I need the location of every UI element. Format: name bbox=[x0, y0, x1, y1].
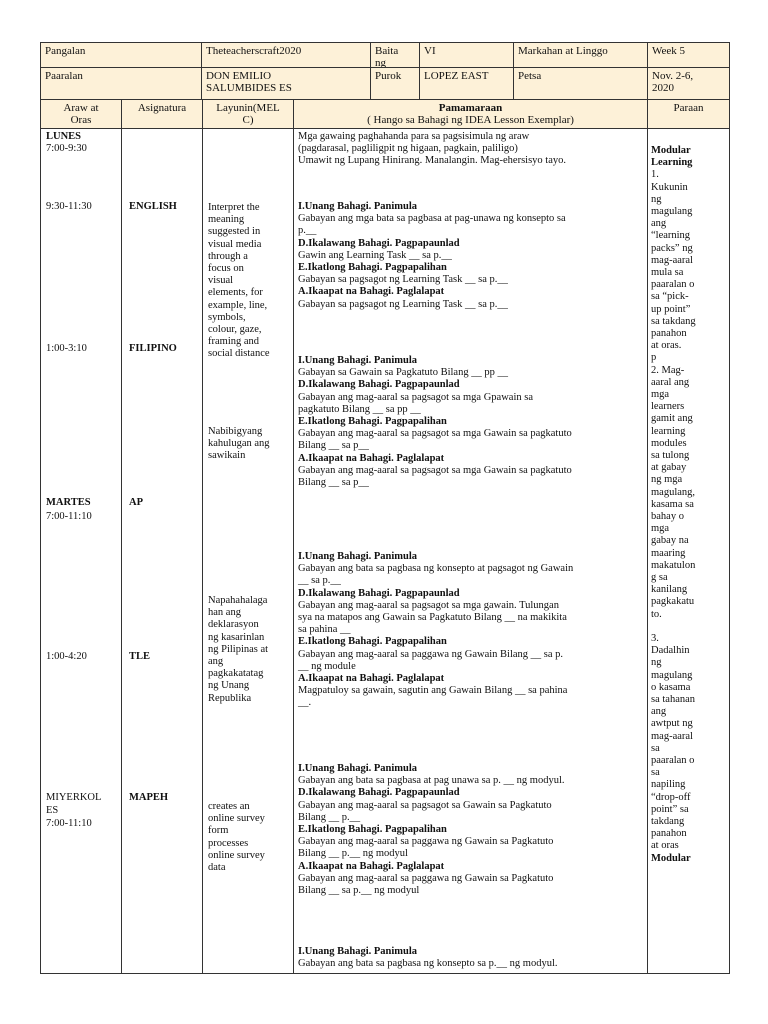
section-heading: D.Ikalawang Bahagi. Pagpapaunlad bbox=[298, 787, 460, 799]
section-heading: A.Ikaapat na Bahagi. Paglalapat bbox=[298, 452, 445, 464]
asignatura-column bbox=[121, 128, 203, 974]
layunin-line: creates an bbox=[208, 801, 250, 812]
purok-label: Purok bbox=[375, 70, 402, 82]
pamamaraan-header-title: Pamamaraan bbox=[438, 102, 503, 114]
layunin-line: visual media bbox=[208, 238, 262, 250]
layunin-line: pagkakatatag bbox=[208, 668, 264, 680]
section-line: Gawin ang Learning Task __ sa p.__ bbox=[298, 249, 452, 261]
section-line: Gabayan ang mag-aaral sa pagsagot sa Gawain sa Pagkatuto bbox=[298, 799, 552, 811]
intro-line: Mga gawaing paghahanda para sa pagsisimula ng araw bbox=[298, 131, 530, 142]
section-heading: D.Ikalawang Bahagi. Pagpapaunlad bbox=[298, 587, 460, 599]
araw-column bbox=[40, 128, 122, 974]
paraan-line: kasama sa bbox=[651, 498, 694, 510]
time-tle: 1:00-4:20 bbox=[46, 651, 87, 662]
section-line: Gabayan sa pagsagot ng Learning Task __ sa p.__ bbox=[298, 298, 508, 310]
section-heading: I.Unang Bahagi. Panimula bbox=[298, 763, 418, 774]
section-line: sya na matapos ang Gawain sa Pagkatuto Bilang __ na makikita bbox=[298, 612, 567, 623]
layunin-line: ang bbox=[208, 656, 224, 667]
day-miyerkoles-1: MIYERKOL bbox=[46, 792, 102, 803]
layunin-line: ng Unang bbox=[208, 680, 250, 692]
section-line: Gabayan ang mag-aaral sa pagsagot sa mga Gpawain sa bbox=[298, 391, 533, 403]
section-heading: D.Ikalawang Bahagi. Pagpapaunlad bbox=[298, 237, 460, 249]
paraan-line: maaring bbox=[651, 547, 686, 559]
layunin-line: example, line, bbox=[208, 299, 268, 311]
paaralan-label: Paaralan bbox=[45, 70, 83, 82]
layunin-line: online survey bbox=[208, 813, 265, 825]
paraan-line: to. bbox=[651, 608, 662, 620]
section-line: Gabayan sa pagsagot ng Learning Task __ sa p.__ bbox=[298, 274, 508, 286]
pangalan-label: Pangalan bbox=[45, 45, 86, 57]
layunin-line: suggested in bbox=[208, 226, 261, 238]
baitang-label-cell bbox=[370, 42, 420, 68]
section-heading: E.Ikatlong Bahagi. Pagpapalihan bbox=[298, 262, 447, 273]
pamamaraan-header-cell bbox=[293, 99, 648, 129]
subject-ap: AP bbox=[129, 497, 143, 508]
pangalan-value: Theteacherscraft2020 bbox=[206, 45, 302, 57]
section-line: __. bbox=[298, 697, 312, 709]
petsa-label: Petsa bbox=[518, 70, 542, 82]
paraan-line: at oras bbox=[651, 840, 679, 852]
baitang-label-2: ng bbox=[375, 57, 386, 68]
paraan-line: at gabay bbox=[651, 462, 687, 474]
layunin-line: form bbox=[208, 825, 229, 837]
paraan-line: learners bbox=[651, 401, 685, 413]
subject-mapeh: MAPEH bbox=[129, 792, 169, 803]
paraan-line: 1. bbox=[651, 169, 659, 181]
section-line: pagkatuto Bilang __ sa pp __ bbox=[298, 403, 421, 415]
layunin-line: kahulugan ang bbox=[208, 438, 270, 450]
paraan-line: sa bbox=[651, 767, 660, 779]
paraan-line: napiling bbox=[651, 779, 686, 791]
layunin-line: colour, gaze, bbox=[208, 324, 262, 335]
paraan-line: pagkakatu bbox=[651, 596, 695, 608]
subject-filipino: FILIPINO bbox=[129, 343, 177, 354]
paraan-line: o kasama bbox=[651, 681, 691, 693]
section-line: Bilang __ sa p__ bbox=[298, 440, 369, 452]
layunin-line: Interpret the bbox=[208, 202, 260, 213]
layunin-line: visual bbox=[208, 275, 234, 287]
section-line: Magpatuloy sa gawain, sagutin ang Gawain Bilang __ sa pahina bbox=[298, 685, 568, 697]
petsa-value-cell bbox=[647, 67, 730, 100]
section-line: Gabayan ang mag-aaral sa paggawa ng Gawain sa Pagkatuto bbox=[298, 836, 554, 848]
paraan-line: kanilang bbox=[651, 584, 688, 596]
day-lunes: LUNES bbox=[46, 131, 82, 142]
layunin-line: ng Pilipinas at bbox=[208, 643, 269, 655]
paraan-line: ng mga bbox=[651, 474, 683, 486]
section-line: Gabayan ang mag-aaral sa pagsagot sa mga Gawain sa pagkatuto bbox=[298, 464, 572, 476]
time-lunes: 7:00-9:30 bbox=[46, 143, 87, 154]
markahan-value: Week 5 bbox=[652, 45, 686, 57]
layunin-line: deklarasyon bbox=[208, 619, 259, 631]
petsa-label-cell bbox=[513, 67, 648, 100]
section-line: Gabayan ang mag-aaral sa pagsagot sa mga Gawain sa pagkatuto bbox=[298, 428, 572, 440]
layunin-line: online survey bbox=[208, 849, 265, 861]
paraan-line: takdang bbox=[651, 816, 685, 827]
paraan-line: magulang bbox=[651, 206, 693, 217]
section-heading: A.Ikaapat na Bahagi. Paglalapat bbox=[298, 286, 445, 298]
paraan-line: at oras. bbox=[651, 340, 682, 352]
paaralan-value-2: SALUMBIDES ES bbox=[206, 82, 292, 94]
layunin-line: sawikain bbox=[208, 450, 246, 462]
paraan-line: gabay na bbox=[651, 535, 689, 547]
paraan-line: mag-aaral bbox=[651, 254, 693, 266]
paraan-title: Modular bbox=[651, 852, 691, 864]
pangalan-value-cell bbox=[201, 42, 371, 68]
markahan-label: Markahan at Linggo bbox=[518, 45, 608, 57]
section-line: Gabayan ang bata sa pagbasa ng konsepto sa p.__ ng modyul. bbox=[298, 958, 558, 970]
paraan-line: 3. bbox=[651, 633, 659, 644]
purok-label-cell bbox=[370, 67, 420, 100]
layunin-line: han ang bbox=[208, 607, 241, 619]
section-line: Gabayan ang bata sa pagbasa ng konsepto at pagsagot ng Gawain bbox=[298, 563, 574, 575]
paraan-line: “learning bbox=[651, 230, 691, 242]
layunin-header-cell bbox=[202, 99, 294, 129]
paraan-line: point” sa bbox=[651, 803, 689, 815]
section-heading: I.Unang Bahagi. Panimula bbox=[298, 355, 418, 366]
paaralan-value-cell bbox=[201, 67, 371, 100]
paraan-line: Kukunin bbox=[651, 181, 688, 193]
section-heading: I.Unang Bahagi. Panimula bbox=[298, 551, 418, 562]
baitang-value-cell bbox=[419, 42, 514, 68]
section-heading: I.Unang Bahagi. Panimula bbox=[298, 946, 418, 957]
section-heading: D.Ikalawang Bahagi. Pagpapaunlad bbox=[298, 379, 460, 391]
layunin-line: Republika bbox=[208, 692, 252, 704]
paraan-line: Dadalhin bbox=[651, 645, 690, 657]
baitang-label-1: Baita bbox=[375, 45, 399, 57]
paraan-line: sa “pick- bbox=[651, 291, 689, 303]
layunin-line: through a bbox=[208, 250, 248, 262]
paraan-header-cell bbox=[647, 99, 730, 129]
paraan-line: modules bbox=[651, 437, 687, 449]
paraan-line: paaralan o bbox=[651, 755, 695, 766]
section-line: Bilang __ sa p.__ ng modyul bbox=[298, 885, 420, 896]
petsa-value-2: 2020 bbox=[652, 82, 674, 94]
section-line: Gabayan ang mag-aaral sa paggawa ng Gawain Bilang __ sa p. bbox=[298, 648, 564, 660]
paraan-line: gamit ang bbox=[651, 413, 693, 425]
section-heading: E.Ikatlong Bahagi. Pagpapalihan bbox=[298, 416, 447, 427]
time-martes: 7:00-11:10 bbox=[46, 511, 92, 522]
paraan-line: sa takdang bbox=[651, 315, 696, 327]
paraan-line: ang bbox=[651, 218, 667, 230]
araw-header-cell bbox=[40, 99, 122, 129]
paraan-line: 2. Mag- bbox=[651, 364, 685, 376]
section-line: __ sa p.__ bbox=[298, 575, 341, 587]
paraan-line: sa tulong bbox=[651, 450, 690, 461]
section-heading: E.Ikatlong Bahagi. Pagpapalihan bbox=[298, 636, 447, 648]
section-line: p.__ bbox=[298, 225, 317, 237]
section-line: Bilang __ p.__ bbox=[298, 811, 361, 823]
paraan-title: Modular bbox=[651, 145, 691, 156]
paraan-line: panahon bbox=[651, 828, 687, 840]
pangalan-label-cell bbox=[40, 42, 202, 68]
paraan-header: Paraan bbox=[673, 102, 704, 114]
time-english: 9:30-11:30 bbox=[46, 201, 92, 212]
layunin-line: elements, for bbox=[208, 287, 263, 299]
layunin-line: Napahahalaga bbox=[208, 595, 268, 606]
paraan-line: aaral ang bbox=[651, 376, 690, 388]
layunin-line: focus on bbox=[208, 263, 244, 274]
paraan-line: magulang, bbox=[651, 486, 696, 498]
section-line: Bilang __ sa p__ bbox=[298, 477, 369, 488]
layunin-header-2: C) bbox=[242, 114, 254, 126]
day-miyerkoles-2: ES bbox=[46, 805, 59, 816]
asignatura-header-cell bbox=[121, 99, 203, 129]
araw-header-2: Oras bbox=[70, 114, 92, 126]
section-line: __ ng module bbox=[298, 660, 356, 672]
time-miyerkoles: 7:00-11:10 bbox=[46, 818, 92, 829]
araw-header-1: Araw at bbox=[63, 102, 99, 114]
paraan-line: bahay o bbox=[651, 511, 684, 522]
paraan-line: sa tahanan bbox=[651, 694, 696, 705]
layunin-line: processes bbox=[208, 837, 249, 849]
layunin-line: ng kasarinlan bbox=[208, 631, 265, 643]
paraan-title: Learning bbox=[651, 157, 693, 169]
layunin-line: social distance bbox=[208, 348, 270, 360]
paraan-line: packs” ng bbox=[651, 242, 693, 254]
markahan-value-cell bbox=[647, 42, 730, 68]
section-line: Gabayan ang bata sa pagbasa at pag unawa sa p. __ ng modyul. bbox=[298, 775, 565, 787]
subject-english: ENGLISH bbox=[129, 201, 177, 212]
purok-value-cell bbox=[419, 67, 514, 100]
paraan-line: p bbox=[651, 352, 657, 364]
paaralan-value-1: DON EMILIO bbox=[206, 70, 272, 82]
layunin-line: framing and bbox=[208, 336, 260, 348]
section-heading: A.Ikaapat na Bahagi. Paglalapat bbox=[298, 860, 445, 872]
lesson-plan-page bbox=[40, 42, 730, 974]
paraan-line: awtput ng bbox=[651, 718, 693, 730]
paraan-line: mula sa bbox=[651, 267, 684, 278]
section-line: Gabayan ang mag-aaral sa pagsagot sa mga gawain. Tulungan bbox=[298, 599, 559, 611]
paraan-line: sa bbox=[651, 742, 660, 754]
section-line: Gabayan sa Gawain sa Pagkatuto Bilang __ pp __ bbox=[298, 367, 508, 379]
asignatura-header: Asignatura bbox=[137, 102, 187, 114]
paraan-line: “drop-off bbox=[651, 791, 691, 803]
paraan-line: magulang bbox=[651, 669, 693, 681]
intro-line: (pagdarasal, pagliligpit ng higaan, pagkain, paliligo) bbox=[298, 143, 518, 155]
purok-value: LOPEZ EAST bbox=[424, 70, 489, 82]
section-heading: A.Ikaapat na Bahagi. Paglalapat bbox=[298, 673, 445, 684]
section-line: Gabayan ang mag-aaral sa paggawa ng Gawain sa Pagkatuto bbox=[298, 872, 554, 884]
paraan-line: up point” bbox=[651, 303, 691, 315]
markahan-label-cell bbox=[513, 42, 648, 68]
paraan-line: panahon bbox=[651, 328, 687, 339]
section-line: Bilang __ p.__ ng modyul bbox=[298, 848, 408, 860]
paraan-line: paaralan o bbox=[651, 279, 695, 291]
paraan-line: makatulon bbox=[651, 559, 696, 571]
pamamaraan-header-sub: ( Hango sa Bahagi ng IDEA Lesson Exemplar) bbox=[367, 114, 574, 126]
subject-tle: TLE bbox=[129, 651, 151, 662]
petsa-value-1: Nov. 2-6, bbox=[652, 70, 694, 82]
paraan-line: ng bbox=[651, 657, 662, 669]
section-line: sa pahina __ bbox=[298, 624, 351, 636]
baitang-value: VI bbox=[424, 45, 436, 57]
section-line: Gabayan ang mga bata sa pagbasa at pag-unawa ng konsepto sa bbox=[298, 213, 566, 225]
intro-line: Umawit ng Lupang Hinirang. Manalangin. Mag-ehersisyo tayo. bbox=[298, 155, 566, 167]
day-martes: MARTES bbox=[46, 497, 91, 508]
layunin-line: data bbox=[208, 862, 226, 873]
paraan-line: mag-aaral bbox=[651, 730, 693, 742]
time-filipino: 1:00-3:10 bbox=[46, 343, 87, 354]
layunin-line: meaning bbox=[208, 214, 245, 226]
section-heading: I.Unang Bahagi. Panimula bbox=[298, 201, 418, 212]
paraan-line: ang bbox=[651, 706, 667, 718]
layunin-line: Nabibigyang bbox=[208, 426, 263, 437]
paraan-line: g sa bbox=[651, 572, 668, 583]
section-heading: E.Ikatlong Bahagi. Pagpapalihan bbox=[298, 824, 447, 835]
paraan-line: mga bbox=[651, 389, 670, 400]
paaralan-label-cell bbox=[40, 67, 202, 100]
paraan-line: mga bbox=[651, 523, 670, 535]
layunin-header-1: Layunin(MEL bbox=[216, 102, 280, 114]
paraan-line: learning bbox=[651, 425, 686, 437]
layunin-line: symbols, bbox=[208, 311, 246, 323]
paraan-line: ng bbox=[651, 193, 662, 205]
